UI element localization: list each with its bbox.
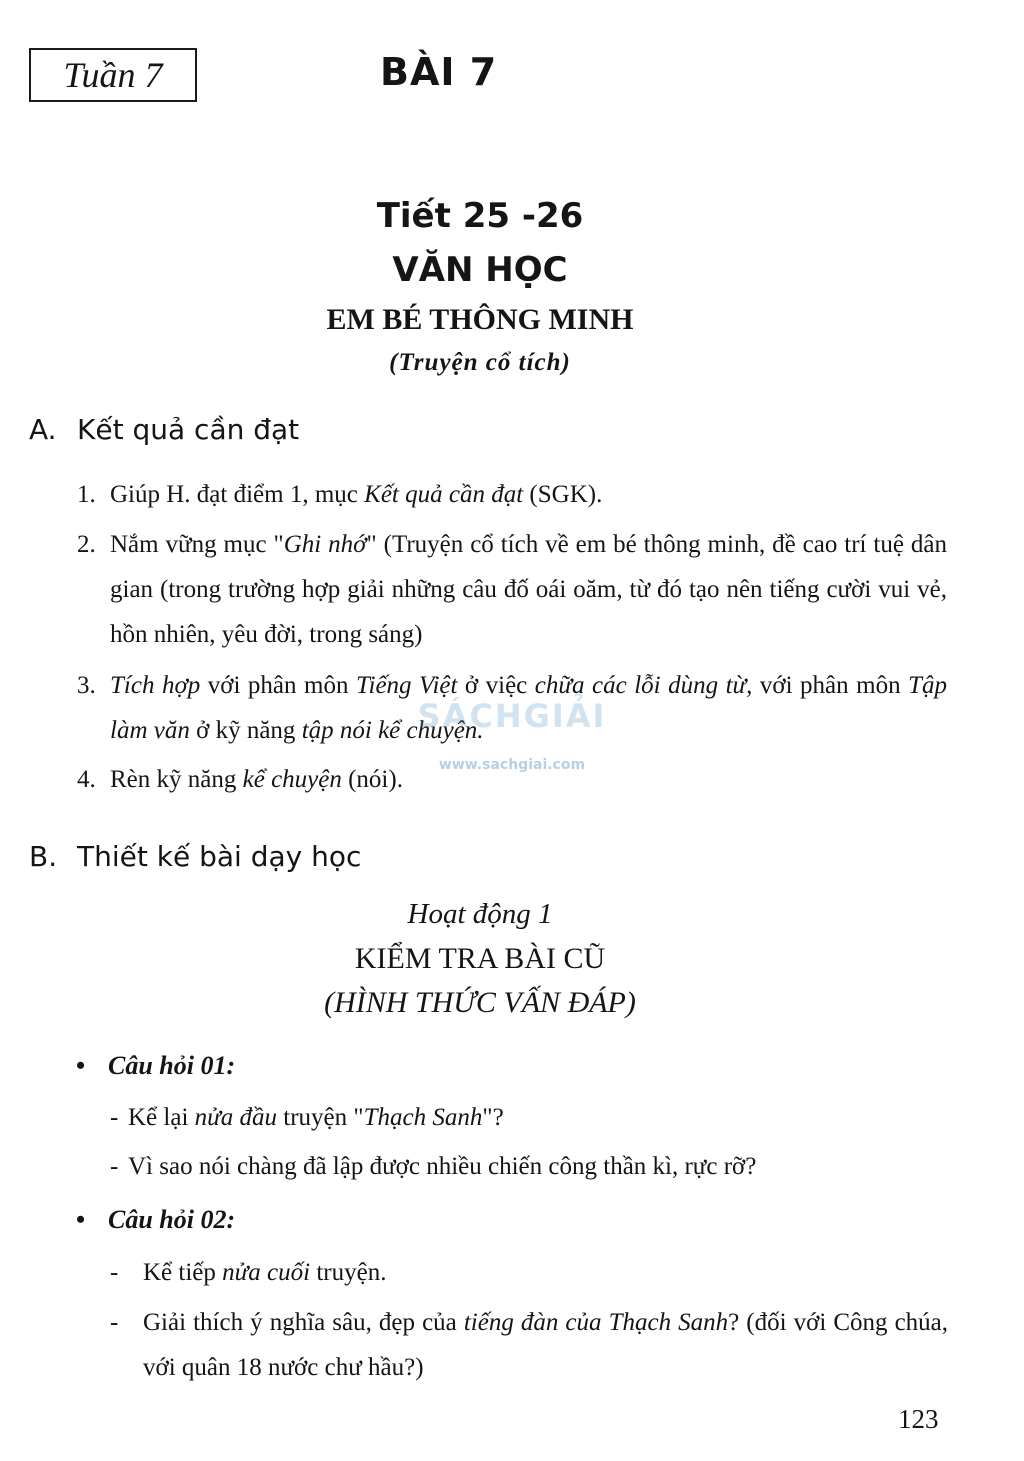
question-1-line-1 <box>110 1095 504 1140</box>
week-label-box <box>29 48 197 102</box>
lesson-title: BÀI 7 <box>380 50 498 94</box>
italic-run: tập nói kể chuyện. <box>301 717 484 744</box>
italic-run: Kết quả cần đạt <box>364 481 524 508</box>
question-label: Câu hỏi 01: <box>108 1051 236 1080</box>
question-2-heading <box>76 1205 235 1235</box>
text-run: (SGK). <box>523 481 603 508</box>
week-label: Tuần 7 <box>63 55 163 95</box>
italic-run: Tiếng Việt <box>355 672 458 699</box>
section-b-mark: B. <box>29 840 58 873</box>
subject-title: VĂN HỌC <box>392 250 568 290</box>
dash-marker: - <box>110 1259 119 1286</box>
activity-title: KIỂM TRA BÀI CŨ <box>354 942 606 975</box>
text-run: Giúp H. đạt điểm 1, mục <box>110 481 365 508</box>
section-a-mark: A. <box>29 413 57 446</box>
text-run: với phân môn <box>200 672 356 699</box>
section-a-heading <box>29 413 299 446</box>
objective-item-1 <box>77 472 947 517</box>
item-text <box>77 472 947 517</box>
line-text <box>110 1104 504 1131</box>
italic-run: Tập làm văn <box>110 672 947 744</box>
text-run: Rèn kỹ năng <box>110 766 243 793</box>
line-text <box>110 1259 386 1286</box>
item-number: 1. <box>77 481 96 508</box>
line-text: Vì sao nói chàng đã lập được nhiều chiến công thần kì, rực rỡ? <box>128 1153 757 1180</box>
dash-marker: - <box>110 1309 119 1336</box>
text-run: truyện. <box>310 1259 387 1286</box>
italic-run: Ghi nhớ <box>283 531 367 558</box>
text-run: Nắm vững mục " <box>110 531 284 558</box>
bullet-icon: • <box>76 1205 86 1234</box>
genre-subtitle: (Truyện cổ tích) <box>389 349 571 376</box>
question-label: Câu hỏi 02: <box>108 1205 236 1234</box>
italic-run: chữa các lỗi dùng từ, <box>534 672 753 699</box>
italic-run: kể chuyện <box>242 766 342 793</box>
watermark-brand: SÁCHGIẢI <box>417 697 607 735</box>
text-run: ở việc <box>457 672 535 699</box>
italic-run: tiếng đàn của Thạch Sanh <box>463 1309 729 1336</box>
text-run: với phân môn <box>752 672 909 699</box>
section-b-title: Thiết kế bài dạy học <box>77 840 362 873</box>
page-number: 123 <box>898 1404 939 1434</box>
text-run: Kể lại <box>128 1104 195 1131</box>
activity-label: Hoạt động 1 <box>407 898 553 930</box>
question-1-heading <box>76 1051 235 1081</box>
text-run: "? <box>482 1104 504 1131</box>
italic-run: nửa cuối <box>222 1259 311 1286</box>
item-number: 2. <box>77 531 96 558</box>
text-run: " (Truyện cổ tích về em bé thông minh, đề cao trí tuệ dân gian (trong trường hợp giải những câu đố oái oăm, từ đó tạo nên tiếng cười vui vẻ, hồn nhiên, yêu đời, trong sáng) <box>110 531 947 648</box>
dash-marker: - <box>110 1104 119 1131</box>
question-2-line-2 <box>110 1300 948 1390</box>
period-title: Tiết 25 -26 <box>376 196 584 236</box>
watermark-url: www.sachgiai.com <box>438 757 586 773</box>
item-number: 3. <box>77 672 96 699</box>
italic-run: Thạch Sanh <box>363 1104 483 1131</box>
question-1-line-2 <box>110 1144 756 1189</box>
text-run: truyện " <box>277 1104 364 1131</box>
text-run: Kể tiếp <box>143 1259 223 1286</box>
italic-run: Tích hợp <box>110 672 201 699</box>
text-run: ở kỹ năng <box>189 717 302 744</box>
section-a-title: Kết quả cần đạt <box>77 413 300 446</box>
text-run: (nói). <box>341 766 403 793</box>
bullet-icon: • <box>76 1051 86 1080</box>
item-text <box>77 522 947 657</box>
line-text <box>110 1300 948 1390</box>
watermark <box>412 697 612 787</box>
text-run: ? (đối với Công chúa, với quân 18 nước chư hầu?) <box>143 1309 949 1381</box>
story-title: EM BÉ THÔNG MINH <box>326 303 634 336</box>
question-2-line-1 <box>110 1250 386 1295</box>
item-number: 4. <box>77 766 96 793</box>
italic-run: nửa đầu <box>194 1104 278 1131</box>
section-b-heading <box>29 840 361 873</box>
activity-form: (HÌNH THỨC VẤN ĐÁP) <box>324 986 636 1019</box>
dash-marker: - <box>110 1153 119 1180</box>
text-run: Giải thích ý nghĩa sâu, đẹp của <box>143 1309 464 1336</box>
objective-item-2 <box>77 522 947 657</box>
